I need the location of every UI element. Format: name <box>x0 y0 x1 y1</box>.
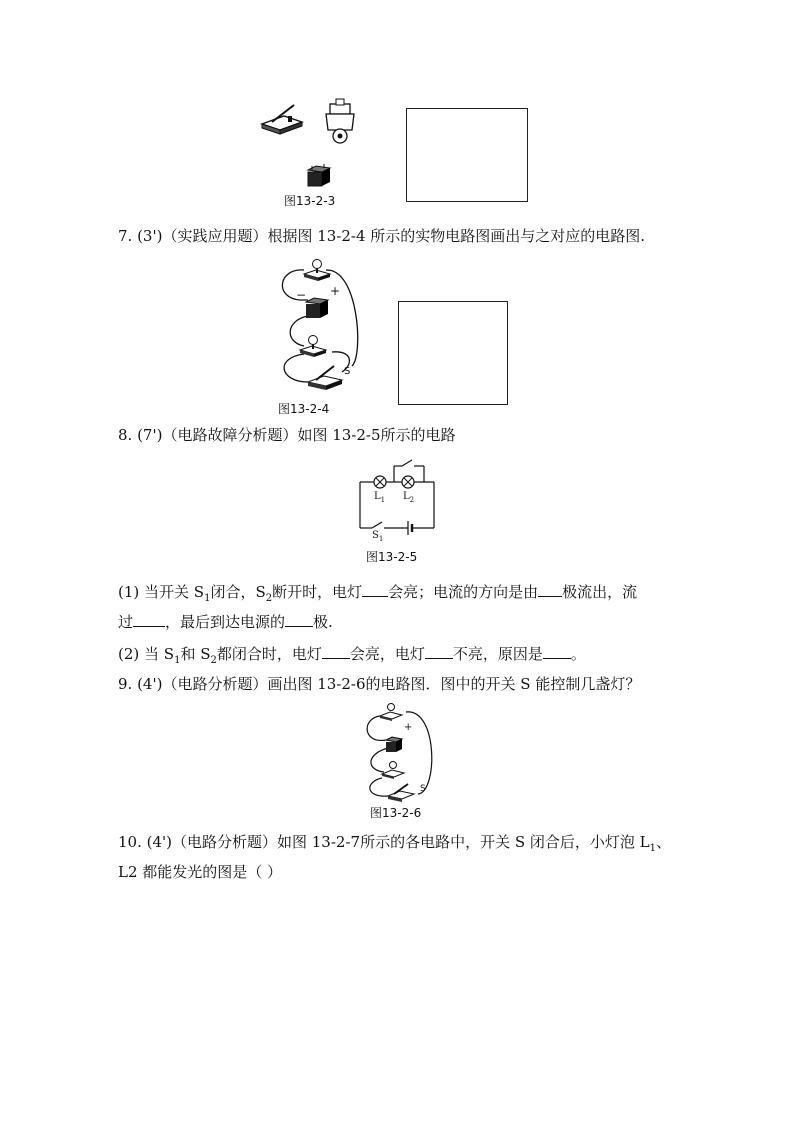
bulb-icon <box>382 762 404 780</box>
switch-component-icon <box>262 105 302 134</box>
figure-caption: 图13-2-6 <box>370 806 422 820</box>
switch-s1-icon <box>372 522 382 528</box>
question-8-title: 8. (7')（电路故障分析题）如图 13-2-5所示的电路 <box>118 426 456 444</box>
answer-blank-lit-lamp[interactable] <box>322 644 350 659</box>
bulb-icon <box>380 704 402 722</box>
figure-caption: 图13-2-3 <box>284 194 336 208</box>
question-8-part-2: (2) 当 $S_1$和 $S_2$都闭合时，电灯 会亮，电灯 不亮，原因是 。 <box>118 645 586 666</box>
bulb-holder-icon <box>326 99 354 143</box>
plus-sign: + <box>404 722 413 733</box>
circuit-illustration <box>268 254 378 400</box>
answer-box-13-2-3 <box>406 108 528 202</box>
question-10-line-2: L2 都能发光的图是（ ） <box>118 863 283 881</box>
answer-blank-pole-in[interactable] <box>285 612 313 627</box>
plus-sign: + <box>330 284 341 298</box>
question-9: 9. (4')（电路分析题）画出图 13-2-6的电路图．图中的开关 S 能控制几盏灯？ <box>118 675 641 693</box>
question-7: 7. (3')（实践应用题）根据图 13-2-4 所示的实物电路图画出与之对应的电路图. <box>118 227 646 245</box>
label-l2: $L_2$ <box>403 491 415 504</box>
switch-icon <box>388 784 414 802</box>
battery-icon <box>306 298 328 318</box>
lamp-l1-icon <box>374 476 386 488</box>
label-s1: $S_1$ <box>372 530 384 543</box>
figure-13-2-4 <box>268 254 378 414</box>
figure-caption: 图13-2-5 <box>366 550 418 564</box>
question-8-part-1-line-2: 过 ，最后到达电源的 极. <box>118 613 333 631</box>
battery-icon <box>386 737 402 752</box>
switch-label: S <box>344 366 351 377</box>
figure-caption: 图13-2-4 <box>278 402 330 416</box>
battery-icon <box>308 164 330 186</box>
answer-blank-path[interactable] <box>133 612 165 627</box>
circuit-diagram <box>352 458 442 536</box>
switch-icon <box>308 366 342 390</box>
answer-blank-lamp[interactable] <box>362 582 388 597</box>
circuit-illustration <box>358 700 442 806</box>
minus-sign: − <box>296 288 307 302</box>
question-10-line-1: 10. (4')（电路分析题）如图 13-2-7所示的各电路中，开关 S 闭合后，小灯泡 $L_1$、 <box>118 833 672 854</box>
answer-blank-unlit-lamp[interactable] <box>425 644 453 659</box>
answer-blank-reason[interactable] <box>543 644 571 659</box>
answer-box-13-2-4 <box>398 301 508 405</box>
figure-13-2-5 <box>352 458 442 566</box>
figure-13-2-6 <box>358 700 442 820</box>
lamp-l2-icon <box>402 476 414 488</box>
switch-label: S <box>420 784 426 794</box>
battery-symbol-icon <box>408 521 412 535</box>
answer-blank-pole-out[interactable] <box>538 582 562 597</box>
figure-13-2-3 <box>258 96 368 208</box>
label-l1: $L_1$ <box>374 491 386 504</box>
question-8-part-1-line-1: (1) 当开关 $S_1$闭合，$S_2$断开时，电灯 会亮；电流的方向是由 极流出，流 <box>118 583 638 604</box>
